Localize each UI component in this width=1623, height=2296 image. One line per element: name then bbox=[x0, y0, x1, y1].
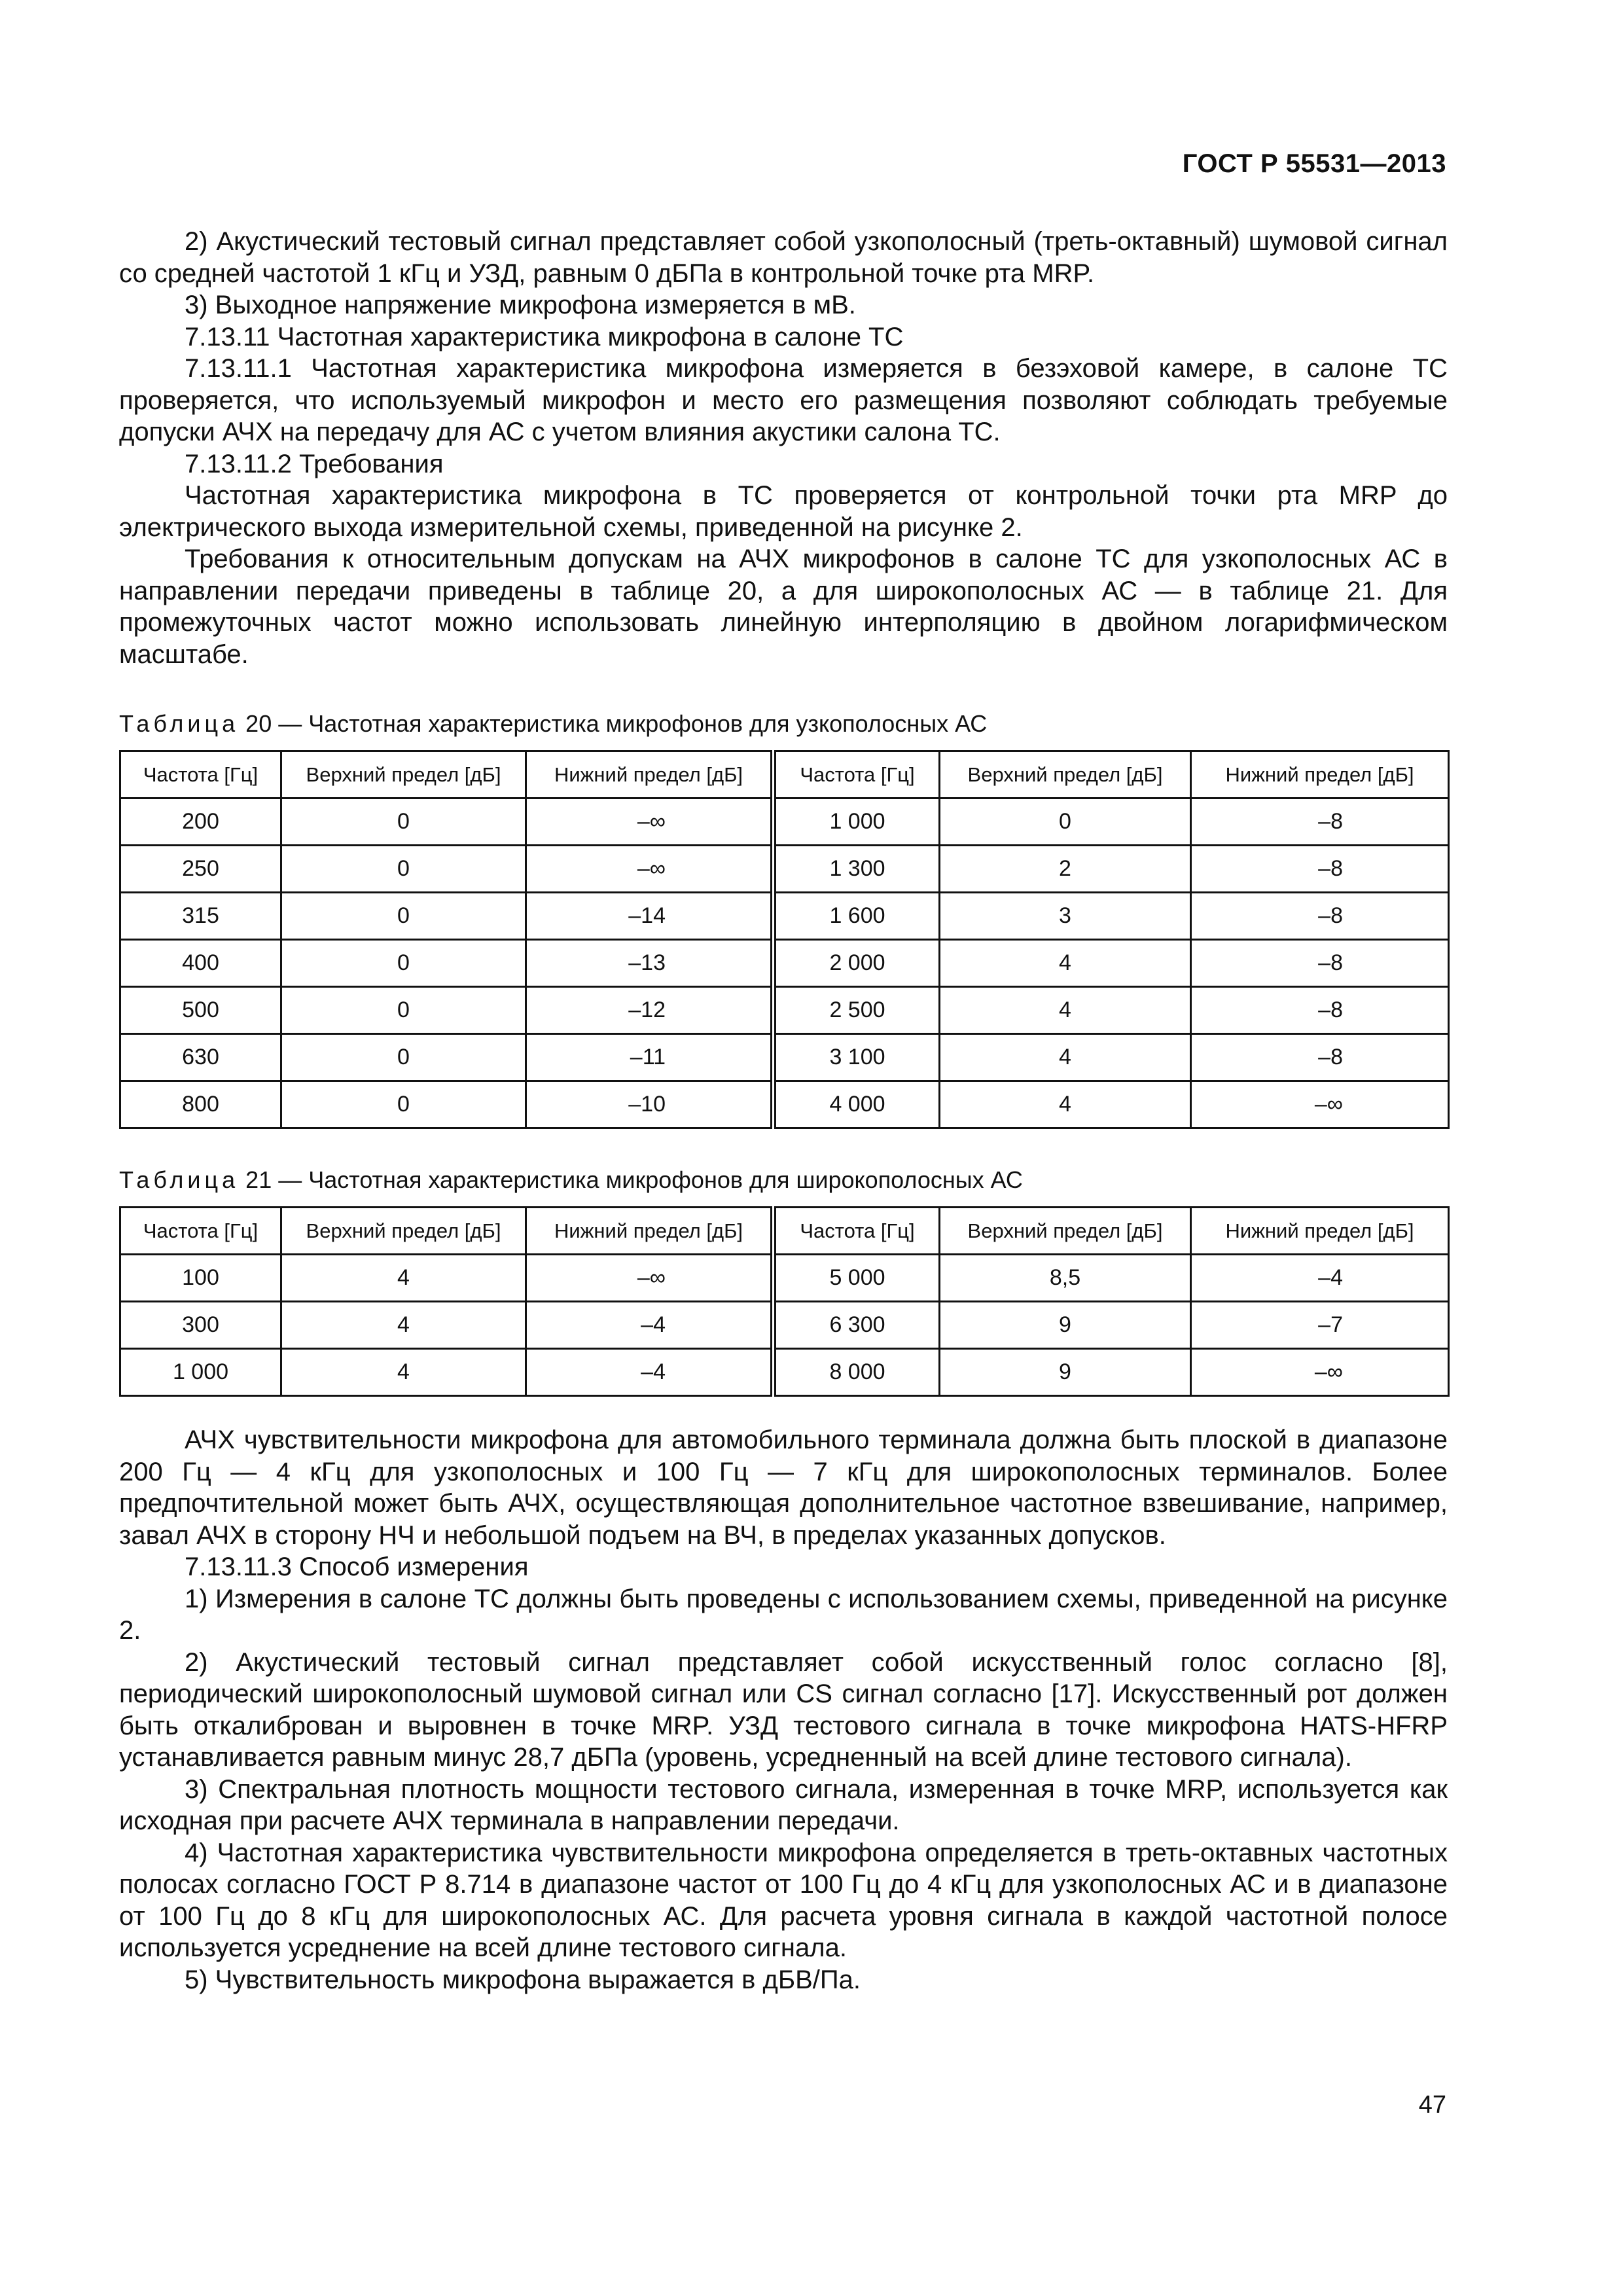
table-cell: 500 bbox=[120, 987, 281, 1034]
table-cell: –8 bbox=[1191, 893, 1449, 940]
table-cell: 4 bbox=[940, 940, 1191, 987]
table-cell: –7 bbox=[1191, 1302, 1449, 1349]
paragraph: 7.13.11.1 Частотная характеристика микрофона измеряется в безэховой камере, в салоне ТС проверяется, что используемый микрофон и место его размещения позволяют соблюдать требуемые допуски АЧХ на передачу для АС с учетом влияния акустики салона ТС. bbox=[119, 354, 1448, 446]
table-cell: 6 300 bbox=[774, 1302, 940, 1349]
standard-header: ГОСТ Р 55531—2013 bbox=[1182, 149, 1446, 178]
column-header: Частота [Гц] bbox=[120, 751, 281, 798]
paragraph: 2) Акустический тестовый сигнал представляет собой узкополосный (треть-октавный) шумовой сигнал со средней частотой 1 кГц и УЗД, равным 0 дБПа в контрольной точке рта MRP. bbox=[119, 227, 1448, 288]
table-cell: 800 bbox=[120, 1081, 281, 1128]
table-row bbox=[120, 1034, 1449, 1081]
paragraph: 5) Чувствительность микрофона выражается в дБВ/Па. bbox=[185, 1965, 861, 1994]
table-cell: –∞ bbox=[1191, 1081, 1449, 1128]
page-number: 47 bbox=[1418, 2091, 1446, 2119]
table-cell: –∞ bbox=[1191, 1349, 1449, 1396]
table-header-row bbox=[120, 751, 1449, 798]
table-cell: 0 bbox=[281, 846, 526, 893]
table-cell: 4 bbox=[281, 1302, 526, 1349]
table-row bbox=[120, 893, 1449, 940]
table-cell: 0 bbox=[281, 893, 526, 940]
table-cell: 5 000 bbox=[774, 1255, 940, 1302]
table-cell: 4 bbox=[281, 1255, 526, 1302]
table-cell: 2 000 bbox=[774, 940, 940, 987]
table-cell: 8 000 bbox=[774, 1349, 940, 1396]
table-cell: 200 bbox=[120, 798, 281, 846]
table-cell: 250 bbox=[120, 846, 281, 893]
table-cell: –∞ bbox=[526, 1255, 774, 1302]
paragraph: 1) Измерения в салоне ТС должны быть проведены с использованием схемы, приведенной на рисунке 2. bbox=[119, 1584, 1448, 1645]
table-cell: 630 bbox=[120, 1034, 281, 1081]
table-cell: –4 bbox=[1191, 1255, 1449, 1302]
table-20-caption-label: Таблица bbox=[119, 710, 240, 737]
table-cell: 3 100 bbox=[774, 1034, 940, 1081]
table-row bbox=[120, 1302, 1449, 1349]
table-cell: 2 bbox=[940, 846, 1191, 893]
paragraph: 3) Выходное напряжение микрофона измеряется в мВ. bbox=[185, 291, 856, 319]
column-header: Частота [Гц] bbox=[120, 1208, 281, 1255]
table-row bbox=[120, 987, 1449, 1034]
table-20-caption bbox=[119, 709, 1448, 738]
table-cell: –∞ bbox=[526, 846, 774, 893]
column-header: Верхний предел [дБ] bbox=[940, 1208, 1191, 1255]
column-header: Нижний предел [дБ] bbox=[526, 1208, 774, 1255]
table-cell: –4 bbox=[526, 1302, 774, 1349]
table-cell: –14 bbox=[526, 893, 774, 940]
paragraph: 2) Акустический тестовый сигнал представляет собой искусственный голос согласно [8], периодический широкополосный шумовой сигнал или CS сигнал согласно [17]. Искусственный рот должен быть откалиброван и выровнен в точке MRP. УЗД тестового сигнала в точке микрофона HATS-HFRP устанавливается равным минус 28,7 дБПа (уровень, усредненный на всей длине тестового сигнала). bbox=[119, 1647, 1448, 1772]
column-header: Нижний предел [дБ] bbox=[526, 751, 774, 798]
table-cell: –4 bbox=[526, 1349, 774, 1396]
table-row bbox=[120, 940, 1449, 987]
table-cell: –8 bbox=[1191, 987, 1449, 1034]
table-row bbox=[120, 1349, 1449, 1396]
table-cell: 4 000 bbox=[774, 1081, 940, 1128]
column-header: Частота [Гц] bbox=[774, 751, 940, 798]
table-cell: 1 600 bbox=[774, 893, 940, 940]
section-heading: 7.13.11 Частотная характеристика микрофона в салоне ТС bbox=[185, 322, 904, 351]
table-row bbox=[120, 1255, 1449, 1302]
table-cell: –11 bbox=[526, 1034, 774, 1081]
table-row bbox=[120, 1081, 1449, 1128]
page-content bbox=[119, 226, 1448, 1996]
table-cell: 0 bbox=[940, 798, 1191, 846]
table-cell: 9 bbox=[940, 1302, 1191, 1349]
table-cell: –8 bbox=[1191, 846, 1449, 893]
paragraph: 4) Частотная характеристика чувствительности микрофона определяется в треть-октавных частотных полосах согласно ГОСТ Р 8.714 в диапазоне частот от 100 Гц до 4 кГц для узкополосных АС и в диапазоне от 100 Гц до 8 кГц для широкополосных АС. Для расчета уровня сигнала в каждой частотной полосе используется усреднение на всей длине тестового сигнала. bbox=[119, 1838, 1448, 1962]
table-20-caption-text: 20 — Частотная характеристика микрофонов для узкополосных АС bbox=[245, 710, 988, 737]
table-cell: 0 bbox=[281, 798, 526, 846]
table-row bbox=[120, 798, 1449, 846]
table-cell: 0 bbox=[281, 987, 526, 1034]
table-21-caption-text: 21 — Частотная характеристика микрофонов для широкополосных АС bbox=[245, 1166, 1023, 1193]
table-cell: 0 bbox=[281, 940, 526, 987]
table-cell: 1 300 bbox=[774, 846, 940, 893]
paragraph: Частотная характеристика микрофона в ТС проверяется от контрольной точки рта MRP до электрического выхода измерительной схемы, приведенной на рисунке 2. bbox=[119, 481, 1448, 542]
table-cell: 4 bbox=[940, 1081, 1191, 1128]
table-cell: 2 500 bbox=[774, 987, 940, 1034]
table-21 bbox=[119, 1206, 1450, 1397]
table-20 bbox=[119, 750, 1450, 1129]
section-heading: 7.13.11.2 Требования bbox=[185, 449, 444, 478]
table-cell: –10 bbox=[526, 1081, 774, 1128]
table-cell: –8 bbox=[1191, 798, 1449, 846]
table-cell: 400 bbox=[120, 940, 281, 987]
table-21-caption bbox=[119, 1166, 1448, 1194]
table-cell: 100 bbox=[120, 1255, 281, 1302]
column-header: Нижний предел [дБ] bbox=[1191, 1208, 1449, 1255]
table-cell: 8,5 bbox=[940, 1255, 1191, 1302]
column-header: Нижний предел [дБ] bbox=[1191, 751, 1449, 798]
section-heading: 7.13.11.3 Способ измерения bbox=[185, 1552, 529, 1581]
table-cell: 4 bbox=[940, 1034, 1191, 1081]
table-cell: 1 000 bbox=[120, 1349, 281, 1396]
column-header: Частота [Гц] bbox=[774, 1208, 940, 1255]
column-header: Верхний предел [дБ] bbox=[281, 751, 526, 798]
table-cell: –8 bbox=[1191, 940, 1449, 987]
table-cell: 315 bbox=[120, 893, 281, 940]
table-21-caption-label: Таблица bbox=[119, 1166, 240, 1193]
table-cell: 4 bbox=[281, 1349, 526, 1396]
table-cell: –12 bbox=[526, 987, 774, 1034]
table-cell: 9 bbox=[940, 1349, 1191, 1396]
paragraph: 3) Спектральная плотность мощности тестового сигнала, измеренная в точке MRP, используется как исходная при расчете АЧХ терминала в направлении передачи. bbox=[119, 1774, 1448, 1835]
table-row bbox=[120, 846, 1449, 893]
table-cell: 0 bbox=[281, 1034, 526, 1081]
paragraph: АЧХ чувствительности микрофона для автомобильного терминала должна быть плоской в диапазоне 200 Гц — 4 кГц для узкополосных и 100 Гц — 7 кГц для широкополосных терминалов. Более предпочтительной может быть АЧХ, осуществляющая дополнительное частотное взвешивание, например, завал АЧХ в сторону НЧ и небольшой подъем на ВЧ, в пределах указанных допусков. bbox=[119, 1426, 1448, 1550]
table-cell: –8 bbox=[1191, 1034, 1449, 1081]
table-cell: 300 bbox=[120, 1302, 281, 1349]
column-header: Верхний предел [дБ] bbox=[940, 751, 1191, 798]
table-cell: 0 bbox=[281, 1081, 526, 1128]
bottom-text bbox=[119, 1424, 1448, 1996]
table-header-row bbox=[120, 1208, 1449, 1255]
table-cell: –13 bbox=[526, 940, 774, 987]
column-header: Верхний предел [дБ] bbox=[281, 1208, 526, 1255]
table-cell: 3 bbox=[940, 893, 1191, 940]
table-cell: –∞ bbox=[526, 798, 774, 846]
paragraph: Требования к относительным допускам на АЧХ микрофонов в салоне ТС для узкополосных АС в направлении передачи приведены в таблице 20, а для широкополосных АС — в таблице 21. Для промежуточных частот можно использовать линейную интерполяцию в двойном логарифмическом масштабе. bbox=[119, 545, 1448, 669]
table-cell: 4 bbox=[940, 987, 1191, 1034]
table-cell: 1 000 bbox=[774, 798, 940, 846]
